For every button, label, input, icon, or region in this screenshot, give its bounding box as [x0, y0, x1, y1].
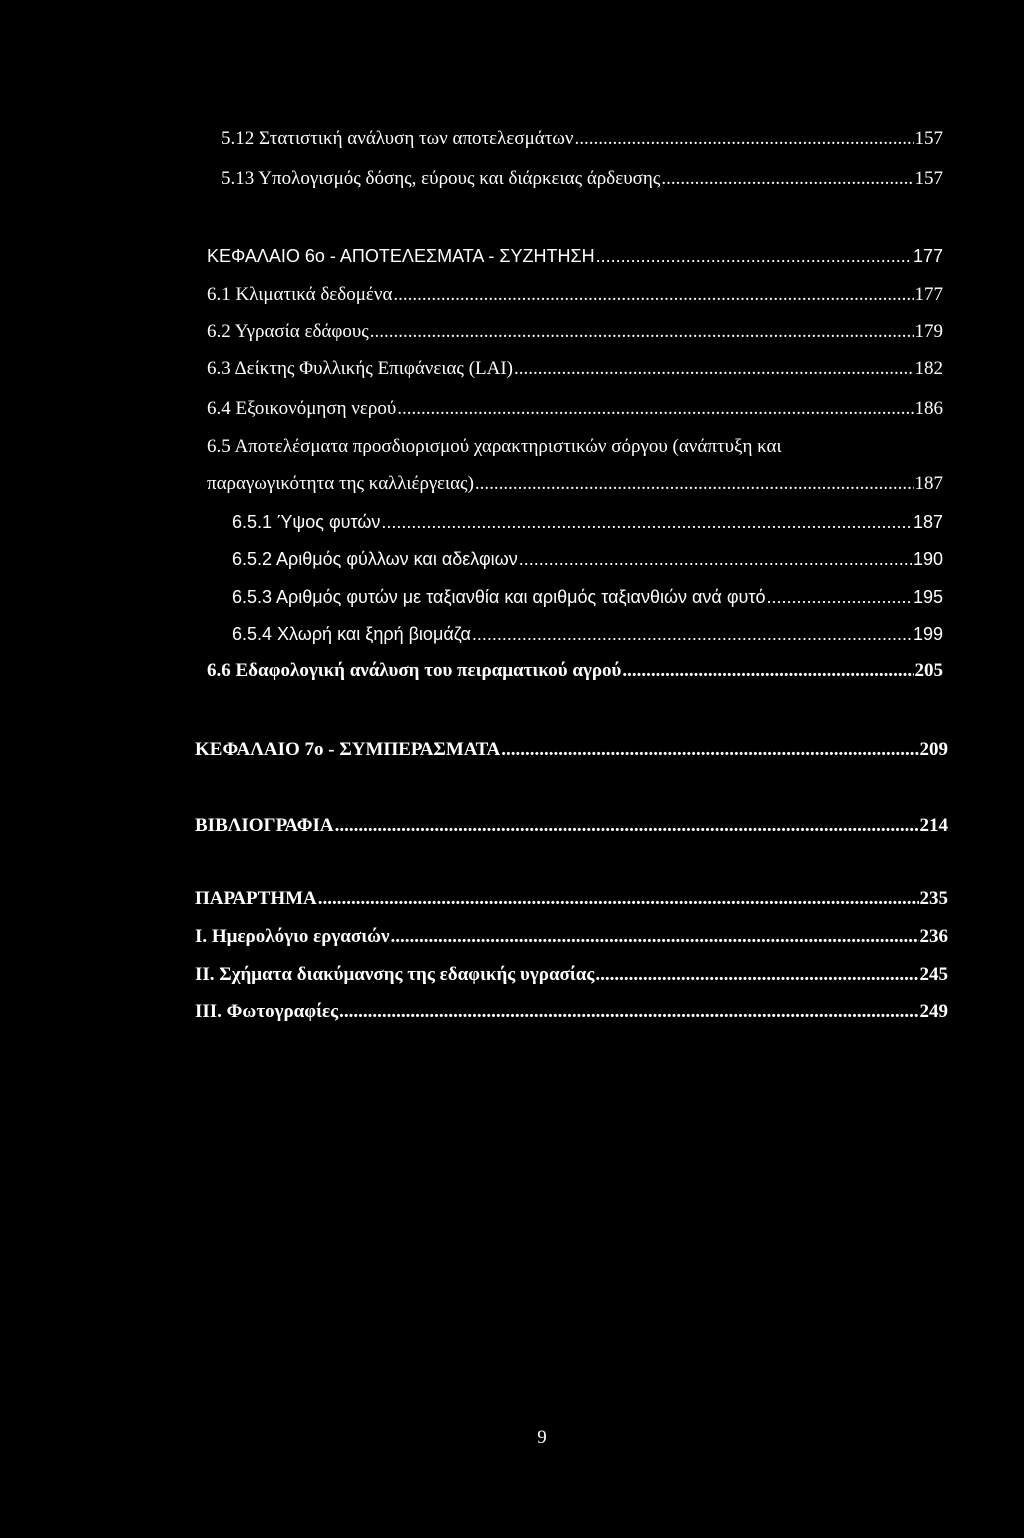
toc-entry-6-5-3 [232, 585, 943, 609]
toc-entry-6-6 [207, 659, 943, 683]
dot-leader [501, 738, 918, 762]
toc-entry-6-5-4 [232, 622, 943, 646]
toc-entry-page: 177 [914, 284, 943, 305]
dot-leader [574, 127, 913, 151]
toc-entry-page: 182 [914, 358, 943, 379]
toc-entry-5-13 [221, 167, 943, 191]
toc-entry-page: 236 [919, 926, 948, 947]
toc-entry-label: ΠΑΡΑΡΤΗΜΑ [195, 888, 317, 909]
toc-entry-label: 5.13 Υπολογισμός δόσης, εύρους και διάρκειας άρδευσης [221, 168, 661, 189]
toc-entry-label: 5.12 Στατιστική ανάλυση των αποτελεσμάτων [221, 128, 574, 149]
toc-entry-page: 177 [912, 246, 943, 266]
toc-entry-page: 157 [914, 128, 943, 149]
toc-entry-page: 187 [912, 512, 943, 532]
page-number: 9 [537, 1427, 547, 1448]
toc-entry-label: II. Σχήματα διακύμανσης της εδαφικής υγρασίας [195, 964, 595, 985]
toc-entry-page: 190 [912, 549, 943, 569]
dot-leader [475, 472, 914, 496]
toc-entry-5-12 [221, 127, 943, 151]
toc-entry-label: 6.1 Κλιματικά δεδομένα [207, 284, 393, 305]
toc-entry-page: 179 [914, 321, 943, 342]
toc-entry-page: 195 [912, 587, 943, 607]
toc-entry-label: ΚΕΦΑΛΑΙΟ 7ο - ΣΥΜΠΕΡΑΣΜΑΤΑ [195, 739, 501, 760]
toc-appendix-iii [195, 1000, 948, 1024]
toc-entry-page: 186 [914, 398, 943, 419]
toc-entry-label: III. Φωτογραφίες [195, 1001, 339, 1022]
toc-entry-label: 6.6 Εδαφολογική ανάλυση του πειραματικού αγρού [207, 660, 622, 681]
dot-leader [595, 963, 918, 987]
toc-entry-label: ΚΕΦΑΛΑΙΟ 6ο - ΑΠΟΤΕΛΕΣΜΑΤΑ - ΣΥΖΗΤΗΣΗ [207, 246, 595, 266]
dot-leader [397, 397, 913, 421]
toc-entry-page: 187 [914, 473, 943, 494]
toc-entry-label: 6.2 Υγρασία εδάφους [207, 321, 369, 342]
toc-entry-page: 249 [919, 1001, 948, 1022]
toc-appendix [195, 887, 948, 911]
dot-leader [472, 622, 912, 646]
dot-leader [390, 925, 918, 949]
dot-leader [381, 510, 912, 534]
dot-leader [596, 244, 912, 268]
toc-entry-page: 199 [912, 624, 943, 644]
dot-leader [370, 320, 914, 344]
toc-entry-page: 235 [919, 888, 948, 909]
dot-leader [318, 887, 919, 911]
dot-leader [335, 814, 919, 838]
toc-chapter-7 [195, 738, 948, 762]
toc-entry-6-4 [207, 397, 943, 421]
toc-entry-6-2 [207, 320, 943, 344]
dot-leader [519, 547, 912, 571]
toc-entry-6-3 [207, 357, 943, 381]
toc-entry-label: I. Ημερολόγιο εργασιών [195, 926, 390, 947]
dot-leader [514, 357, 913, 381]
toc-entry-6-1 [207, 283, 943, 307]
toc-entry-6-5-1 [232, 510, 943, 534]
toc-appendix-i [195, 925, 948, 949]
toc-chapter-6 [207, 244, 943, 268]
toc-entry-label: 6.5.2 Αριθμός φύλλων και αδελφιων [232, 549, 518, 569]
dot-leader [766, 585, 911, 609]
toc-appendix-ii [195, 963, 948, 987]
toc-entry-page: 205 [914, 660, 943, 681]
toc-entry-label: ΒΙΒΛΙΟΓΡΑΦΙΑ [195, 815, 334, 836]
dot-leader [661, 167, 913, 191]
toc-entry-label: 6.5.1 Ύψος φυτών [232, 512, 381, 532]
toc-entry-page: 209 [919, 739, 948, 760]
toc-entry-label: 6.3 Δείκτης Φυλλικής Επιφάνειας (LAI) [207, 358, 514, 379]
toc-entry-label: παραγωγικότητα της καλλιέργειας) [207, 473, 474, 494]
dot-leader [393, 283, 913, 307]
dot-leader [622, 659, 913, 683]
toc-bibliography [195, 814, 948, 838]
toc-entry-label: 6.5.3 Αριθμός φυτών με ταξιανθία και αριθμός ταξιανθιών ανά φυτό [232, 587, 766, 607]
toc-entry-page: 157 [914, 168, 943, 189]
toc-entry-label: 6.4 Εξοικονόμηση νερού [207, 398, 397, 419]
toc-entry-label: 6.5.4 Χλωρή και ξηρή βιομάζα [232, 624, 471, 644]
dot-leader [339, 1000, 918, 1024]
toc-entry-6-5 [207, 472, 943, 496]
toc-entry-page: 214 [919, 815, 948, 836]
toc-entry-page: 245 [919, 964, 948, 985]
toc-entry-6-5-first-line: 6.5 Αποτελέσματα προσδιορισμού χαρακτηριστικών σόργου (ανάπτυξη και [207, 436, 782, 457]
toc-entry-6-5-2 [232, 547, 943, 571]
